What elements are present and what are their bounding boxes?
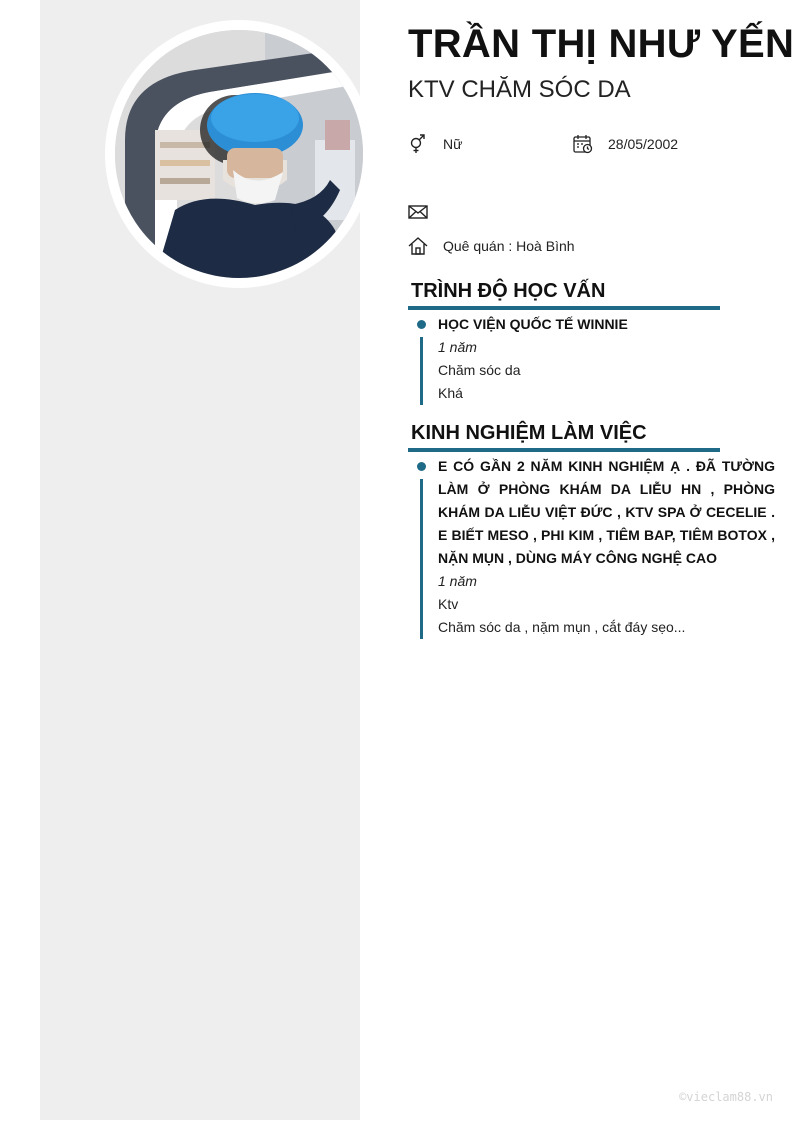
experience-position: Ktv	[438, 596, 459, 612]
experience-heading: KINH NGHIỆM LÀM VIỆC	[411, 422, 647, 444]
company-name: E CÓ GẦN 2 NĂM KINH NGHIỆM Ạ . ĐÃ TƯỜNG LÀM Ở PHÒNG KHÁM DA LIỄU HN , PHÒNG KHÁM DA LIỄU VIỆT ĐỨC , KTV SPA Ở CECELIE . E BIẾT MESO , PHI KIM , TIÊM BAP, TIÊM BOTOX , NẶN MỤN , DÙNG MÁY CÔNG NGHỆ CAO	[438, 458, 775, 566]
avatar	[115, 30, 363, 278]
email-row	[408, 202, 443, 222]
gender-row	[408, 134, 462, 154]
candidate-name: TRẦN THỊ NHƯ YẾN	[408, 22, 795, 66]
watermark: ©vieclam88.vn	[679, 1090, 773, 1104]
timeline-dot	[417, 320, 426, 329]
gender-value: Nữ	[443, 136, 463, 152]
birthdate-value: 28/05/2002	[608, 136, 679, 152]
education-grade: Khá	[438, 385, 463, 401]
hometown-row	[408, 236, 575, 256]
timeline-dot	[417, 462, 426, 471]
education-heading: TRÌNH ĐỘ HỌC VẤN	[411, 280, 606, 302]
education-duration: 1 năm	[438, 339, 477, 355]
job-title: KTV CHĂM SÓC DA	[408, 76, 631, 103]
gender-icon	[408, 134, 428, 154]
sidebar	[40, 0, 360, 1120]
envelope-icon	[408, 202, 428, 222]
home-icon	[408, 236, 428, 256]
experience-description: Chăm sóc da , nặm mụn , cắt đáy sẹo...	[438, 619, 686, 635]
avatar-ring	[105, 20, 373, 288]
education-major: Chăm sóc da	[438, 362, 521, 378]
avatar-photo	[115, 30, 363, 278]
hometown-value: Quê quán : Hoà Bình	[443, 238, 575, 254]
school-name: HỌC VIỆN QUỐC TẾ WINNIE	[438, 316, 628, 332]
birthdate-row	[573, 134, 678, 154]
experience-duration: 1 năm	[438, 573, 477, 589]
timeline-bar	[420, 479, 423, 639]
education-divider	[408, 306, 720, 310]
timeline-bar	[420, 337, 423, 405]
experience-divider	[408, 448, 720, 452]
calendar-icon	[573, 134, 593, 154]
